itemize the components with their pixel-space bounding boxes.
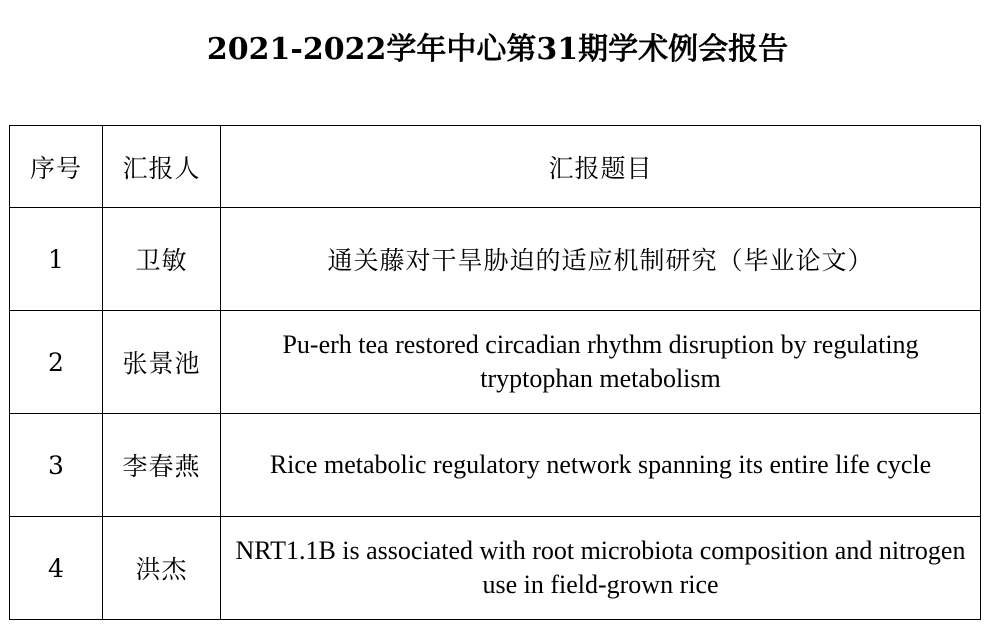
reporter-cell: 张景池 (103, 311, 221, 414)
header-cell-no: 序号 (10, 126, 103, 208)
table-row (10, 208, 981, 311)
reporter-cell: 李春燕 (103, 414, 221, 517)
header-cell-topic: 汇报题目 (221, 126, 981, 208)
row-number-cell: 4 (10, 517, 103, 620)
reporter-cell: 卫敏 (103, 208, 221, 311)
document-title: 2021-2022学年中心第31期学术例会报告 (206, 32, 789, 67)
topic-cell: Pu-erh tea restored circadian rhythm disruption by regulating tryptophan metabolism (221, 311, 981, 414)
report-schedule-table (9, 125, 981, 620)
header-cell-reporter: 汇报人 (103, 126, 221, 208)
row-number-cell: 3 (10, 414, 103, 517)
topic-cell: NRT1.1B is associated with root microbiota composition and nitrogen use in field-grown rice (221, 517, 981, 620)
table-row (10, 414, 981, 517)
row-number-cell: 1 (10, 208, 103, 311)
table-row (10, 311, 981, 414)
reporter-cell: 洪杰 (103, 517, 221, 620)
topic-cell: Rice metabolic regulatory network spanning its entire life cycle (221, 414, 981, 517)
table-row (10, 517, 981, 620)
row-number-cell: 2 (10, 311, 103, 414)
table-header-row (10, 126, 981, 208)
topic-cell: 通关藤对干旱胁迫的适应机制研究（毕业论文） (221, 208, 981, 311)
